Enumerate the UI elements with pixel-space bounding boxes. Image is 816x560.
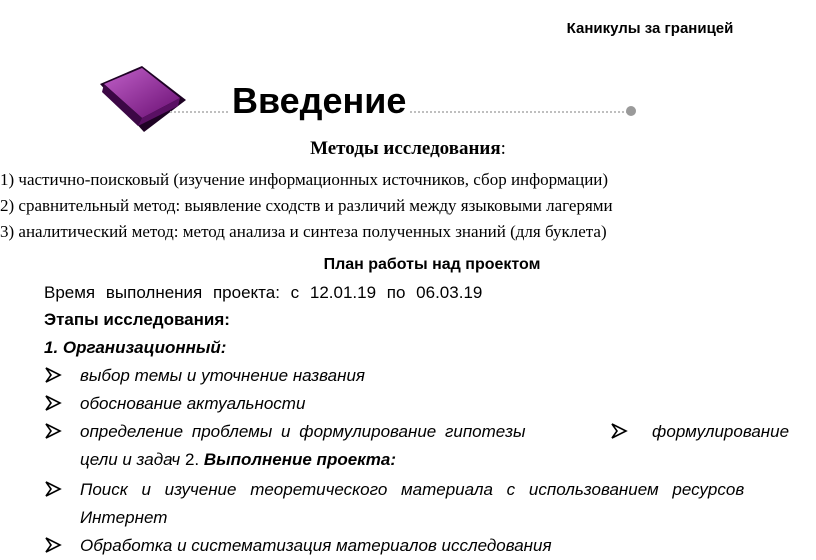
arrow-check-bullet-icon [44,536,62,554]
method-item-3: 3) аналитический метод: метод анализа и синтеза полученных знаний (для буклета) [0,222,607,241]
arrow-check-bullet-icon [44,366,62,384]
intro-title: Введение [228,80,410,122]
header-title: Каникулы за границей [566,20,734,37]
methods-heading [0,138,816,160]
stages-label: Этапы исследования: [44,310,230,329]
arrow-check-bullet-icon [44,422,62,440]
phase-2-heading: Выполнение проекта: [199,450,397,469]
plan-title: План работы над проектом [323,256,541,273]
method-item-2: 2) сравнительный метод: выявление сходств и различий между языковыми лагерями [0,196,613,215]
bullet-continuation [80,450,396,470]
arrow-check-bullet-icon [44,394,62,412]
bullet-text: определение проблемы и формулирование гипотезы [80,422,526,441]
method-item-1: 1) частично-поисковый (изучение информационных источников, сбор информации) [0,170,609,189]
purple-cube-icon [98,62,188,134]
methods-heading-colon: : [500,138,506,159]
arrow-check-bullet-icon [44,480,62,498]
bullet-text: выбор темы и уточнение названия [80,366,366,385]
bullet-continuation-text: цели и задач [80,450,181,469]
arrow-check-bullet-icon [610,422,628,440]
bullet-text: Обработка и систематизация материалов исследования [80,536,552,555]
phase-1-heading: 1. Организационный: [44,338,227,357]
divider-end-dot [626,106,636,116]
bullet-text: Поиск и изучение теоретического материала с использованием ресурсов [80,480,745,499]
methods-heading-text: Методы исследования [310,138,501,159]
bullet-continuation: Интернет [80,508,168,527]
bullet-text: формулирование [652,422,790,441]
phase-2-number: 2. [180,450,200,469]
project-timeline: Время выполнения проекта: с 12.01.19 по 06.03.19 [44,283,483,302]
bullet-text: обоснование актуальности [80,394,306,413]
